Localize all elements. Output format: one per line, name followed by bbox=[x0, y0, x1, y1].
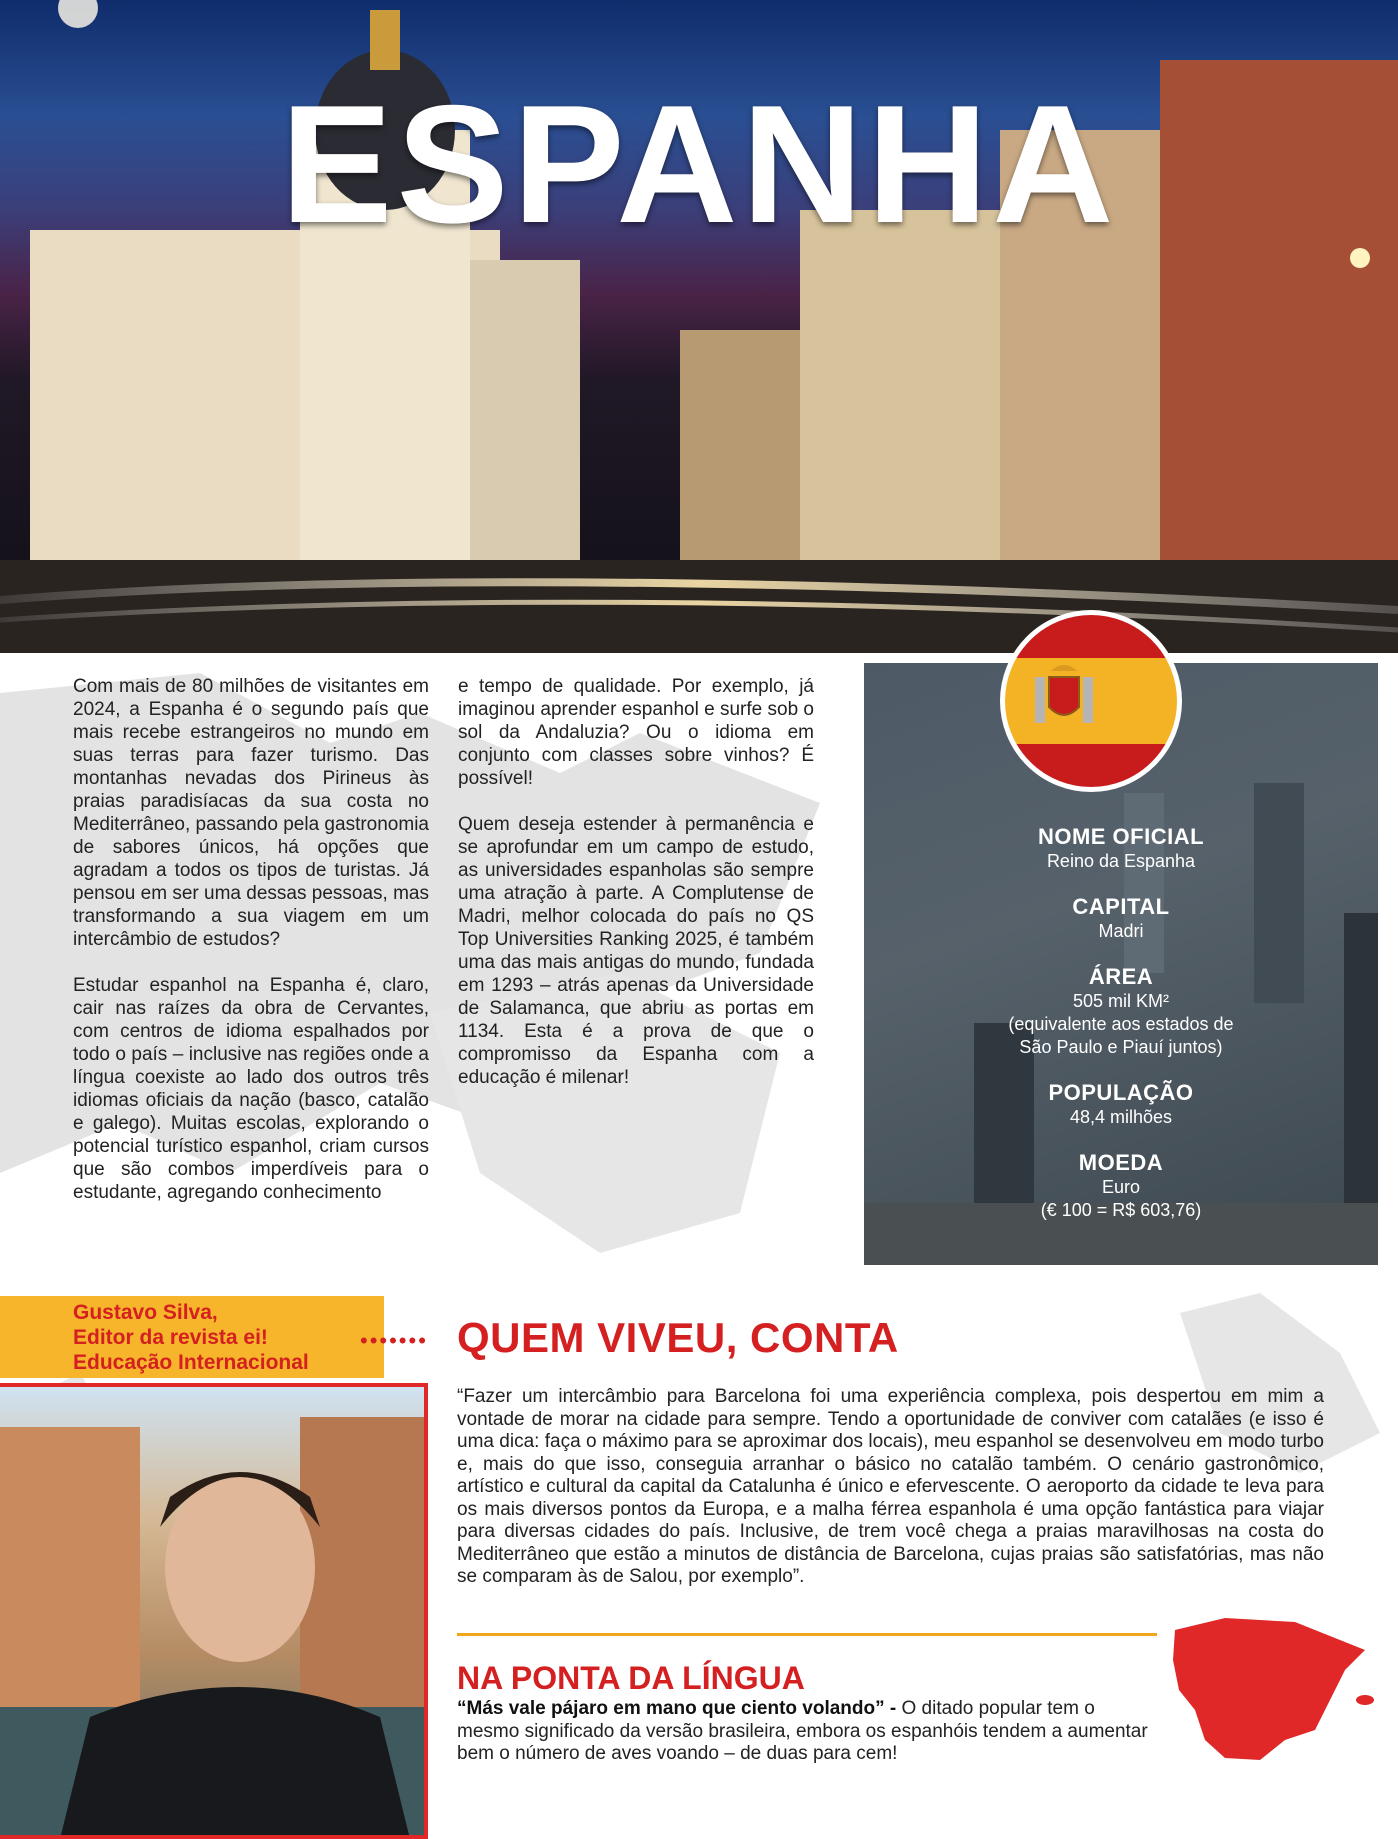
fact-label: POPULAÇÃO bbox=[1048, 1080, 1194, 1105]
fact-value: (equivalente aos estados de bbox=[1008, 1014, 1234, 1034]
article-column-1 bbox=[73, 675, 429, 1227]
page-title: ESPANHA bbox=[280, 70, 1118, 258]
fact-currency bbox=[864, 1149, 1378, 1222]
spain-map-icon bbox=[1165, 1610, 1380, 1768]
fact-value: (€ 100 = R$ 603,76) bbox=[1040, 1200, 1202, 1220]
article-paragraph: e tempo de qualidade. Por exemplo, já imaginou aprender espanhol e surfe sob o sol da Andaluzia? Ou o idioma em conjunto com classes sobre vinhos? É possível! bbox=[458, 676, 814, 789]
fact-official-name bbox=[864, 823, 1378, 873]
testimonial-heading: QUEM VIVEU, CONTA bbox=[457, 1314, 899, 1361]
editor-name: Gustavo Silva, bbox=[73, 1301, 218, 1324]
testimonial-text: “Fazer um intercâmbio para Barcelona foi uma experiência complexa, pois despertou em mim a vontade de morar na cidade para sempre. Tendo a oportunidade de conviver com catalães (e isso é uma dica: faça o máximo para se aproximar dos locais), meu espanhol se desenvolveu em modo turbo e, mais do que isso, conseguia arranhar o básico no catalão também. O cenário gastronômico, artístico e cultural da capital da Catalunha é único e efervescente. O aeroporto da cidade te leva para os mais diversos pontos da Europa, e a malha férrea espanhola é uma opção fantástica para viajar para diversas cidades do país. Inclusive, de trem você chega a praias maravilhosas na costa do Mediterrâneo que estão a minutos de distância de Barcelona, cujas praias são satisfatórias, mas não se comparam às de Salou, por exemplo”. bbox=[457, 1386, 1324, 1587]
fact-value: 48,4 milhões bbox=[1069, 1107, 1173, 1127]
saying-paragraph bbox=[457, 1698, 1157, 1766]
article-paragraph: Quem deseja estender à permanência e se aprofundar em um campo de estudo, as universidades espanholas são sempre uma atração à parte. A Complutense de Madri, melhor colocada do país no QS Top Universities Ranking 2025, é também uma das mais antigas do mundo, fundada em 1293 – atrás apenas da Universidade de Salamanca, que abriu as portas em 1134. Esta é a prova de que o compromisso da Espanha com a educação é milenar! bbox=[458, 814, 814, 1088]
saying-heading: NA PONTA DA LÍNGUA bbox=[457, 1660, 805, 1696]
editor-photo bbox=[0, 1383, 428, 1839]
hero-photo bbox=[0, 0, 1398, 653]
editor-publication: Educação Internacional bbox=[73, 1351, 309, 1374]
fact-label: ÁREA bbox=[1088, 964, 1154, 989]
fact-label: MOEDA bbox=[1078, 1150, 1164, 1175]
dotted-connector: ••••••• bbox=[360, 1328, 428, 1353]
article-column-2 bbox=[458, 675, 814, 1112]
saying-explanation: O ditado popular tem o mesmo significado da versão brasileira, embora os espanhóis tendem a aumentar bem o número de aves voando – de duas para cem! bbox=[457, 1698, 1148, 1764]
article-paragraph: Com mais de 80 milhões de visitantes em 2024, a Espanha é o segundo país que mais recebe estrangeiros no mundo em suas terras para fazer turismo. Das montanhas nevadas dos Pirineus às praias paradisíacas da sua costa no Mediterrâneo, passando pela gastronomia de sabores únicos, há opções que agradam a todos os tipos de turistas. Já pensou em ser uma dessas pessoas, mas transformando a sua viagem em um intercâmbio de estudos? bbox=[73, 676, 429, 950]
fact-value: São Paulo e Piauí juntos) bbox=[1019, 1037, 1223, 1057]
fact-value: Madri bbox=[1098, 921, 1144, 941]
person-portrait-illustration bbox=[0, 1387, 424, 1839]
fact-value: Euro bbox=[1101, 1177, 1141, 1197]
article-paragraph: Estudar espanhol na Espanha é, claro, cair nas raízes da obra de Cervantes, com centros de idioma espalhados por todo o país – inclusive nas regiões onde a língua coexiste ao lado dos outros três idiomas oficiais da nação (basco, catalão e galego). Muitas escolas, explorando o potencial turístico espanhol, criam cursos que são combos imperdíveis para o estudante, agregando conhecimento bbox=[73, 975, 429, 1203]
fact-value: 505 mil KM² bbox=[1072, 991, 1170, 1011]
fact-area bbox=[864, 963, 1378, 1059]
editor-credit bbox=[73, 1300, 309, 1375]
saying-quote: “Más vale pájaro em mano que ciento volando” - bbox=[457, 1698, 897, 1719]
fact-capital bbox=[864, 893, 1378, 943]
fact-label: NOME OFICIAL bbox=[1037, 824, 1205, 849]
fact-label: CAPITAL bbox=[1072, 894, 1170, 919]
fact-population bbox=[864, 1079, 1378, 1129]
section-divider bbox=[457, 1633, 1157, 1636]
fact-value: Reino da Espanha bbox=[1046, 851, 1196, 871]
spain-flag-icon bbox=[1000, 610, 1182, 792]
coat-of-arms-icon bbox=[1005, 615, 1177, 787]
editor-role: Editor da revista ei! bbox=[73, 1326, 268, 1349]
